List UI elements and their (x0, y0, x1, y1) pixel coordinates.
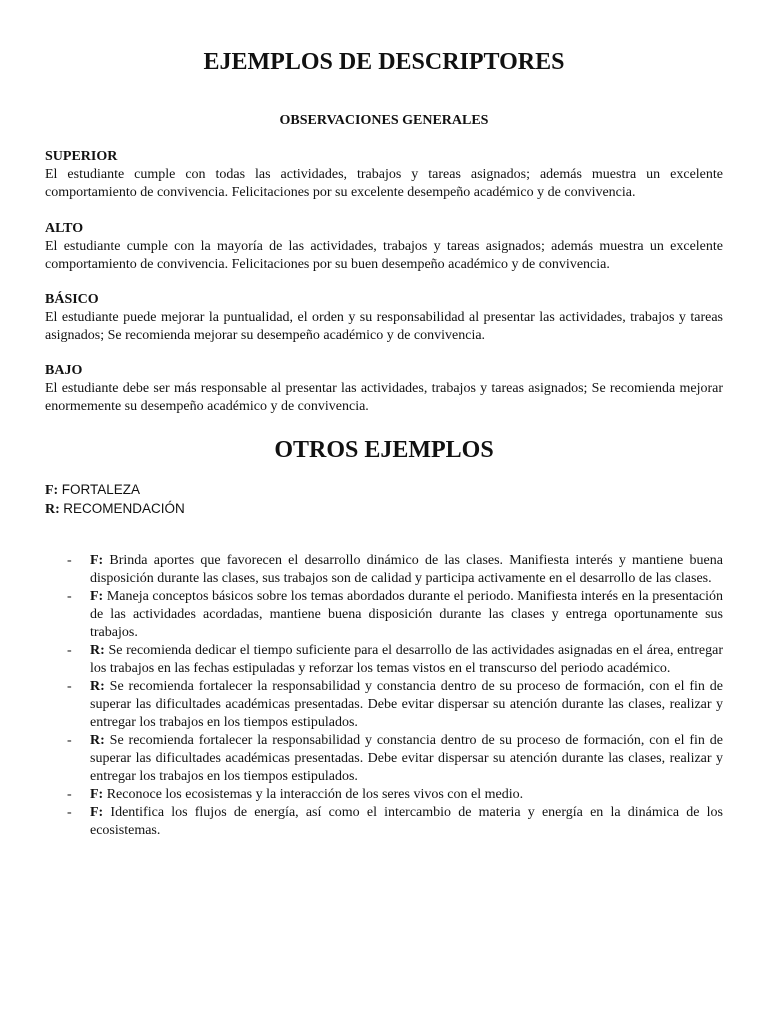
level-description: El estudiante cumple con la mayoría de las actividades, trabajos y tareas asignados; además muestra un excelente comportamiento de convivencia. Felicitaciones por su buen desempeño académico y de convivencia. (45, 239, 723, 272)
bullet-dash: - (67, 643, 72, 658)
level-superior (45, 148, 723, 202)
list-item (45, 642, 723, 678)
level-basico (45, 291, 723, 345)
item-code: F: (90, 589, 104, 604)
item-text: Maneja conceptos básicos sobre los temas abordados durante el periodo. Manifiesta interés en la presentación de las actividades acordadas, mantiene buena disposición durante las clases y entrega oportunamente sus trabajos. (90, 589, 723, 640)
list-item (45, 732, 723, 786)
level-name: ALTO (45, 221, 84, 236)
level-alto (45, 220, 723, 274)
section-subtitle: OBSERVACIONES GENERALES (279, 113, 489, 128)
bullet-dash: - (67, 553, 72, 568)
code-legend (45, 481, 723, 519)
item-code: F: (90, 553, 104, 568)
legend-word: RECOMENDACIÓN (63, 501, 185, 516)
section-title: OTROS EJEMPLOS (274, 437, 494, 463)
list-item (45, 552, 723, 588)
item-code: F: (90, 787, 104, 802)
item-code: F: (90, 805, 104, 820)
item-text: Se recomienda fortalecer la responsabilidad y constancia dentro de su proceso de formación, con el fin de superar las dificultades académicas presentadas. Debe evitar dispersar su atención durante las clases, realizar y entregar los trabajos en los tiempos estipulados. (90, 679, 723, 730)
legend-code: R: (45, 502, 60, 517)
level-bajo (45, 362, 723, 416)
legend-row (45, 500, 723, 519)
level-name: SUPERIOR (45, 149, 118, 164)
item-code: R: (90, 733, 105, 748)
item-text: Brinda aportes que favorecen el desarrollo dinámico de las clases. Manifiesta interés y mantiene buena disposición durante las clases, sus trabajos son de calidad y participa activamente en el desarrollo de las clases. (90, 553, 723, 586)
bullet-dash: - (67, 589, 72, 604)
legend-word: FORTALEZA (61, 482, 140, 497)
list-item (45, 678, 723, 732)
list-item (45, 804, 723, 840)
item-text: Se recomienda fortalecer la responsabilidad y constancia dentro de su proceso de formación, con el fin de superar las dificultades académicas presentadas. Debe evitar dispersar su atención durante las clases, realizar y entregar los trabajos en los tiempos estipulados. (90, 733, 723, 784)
item-code: R: (90, 643, 105, 658)
bullet-dash: - (67, 787, 72, 802)
item-text: Reconoce los ecosistemas y la interacción de los seres vivos con el medio. (106, 787, 524, 802)
list-item (45, 786, 723, 804)
bullet-dash: - (67, 805, 72, 820)
level-name: BAJO (45, 363, 83, 378)
example-list (45, 552, 723, 840)
level-description: El estudiante cumple con todas las actividades, trabajos y tareas asignados; además muestra un excelente comportamiento de convivencia. Felicitaciones por su excelente desempeño académico y de convivencia. (45, 167, 723, 200)
item-code: R: (90, 679, 105, 694)
level-name: BÁSICO (45, 292, 99, 307)
legend-row (45, 481, 723, 500)
legend-code: F: (45, 483, 59, 498)
level-description: El estudiante debe ser más responsable al presentar las actividades, trabajos y tareas asignados; Se recomienda mejorar enormemente su desempeño académico y de convivencia. (45, 381, 723, 414)
item-text: Identifica los flujos de energía, así como el intercambio de materia y energía en la dinámica de los ecosistemas. (90, 805, 723, 838)
item-text: Se recomienda dedicar el tiempo suficiente para el desarrollo de las actividades asignadas en el área, entregar los trabajos en las fechas estipuladas y reforzar los temas vistos en el transcurso del periodo académico. (90, 643, 724, 676)
bullet-dash: - (67, 733, 72, 748)
bullet-dash: - (67, 679, 72, 694)
document-title: EJEMPLOS DE DESCRIPTORES (203, 49, 565, 75)
list-item (45, 588, 723, 642)
level-description: El estudiante puede mejorar la puntualidad, el orden y su responsabilidad al presentar las actividades, trabajos y tareas asignados; Se recomienda mejorar su desempeño académico y de convivencia. (45, 310, 723, 343)
